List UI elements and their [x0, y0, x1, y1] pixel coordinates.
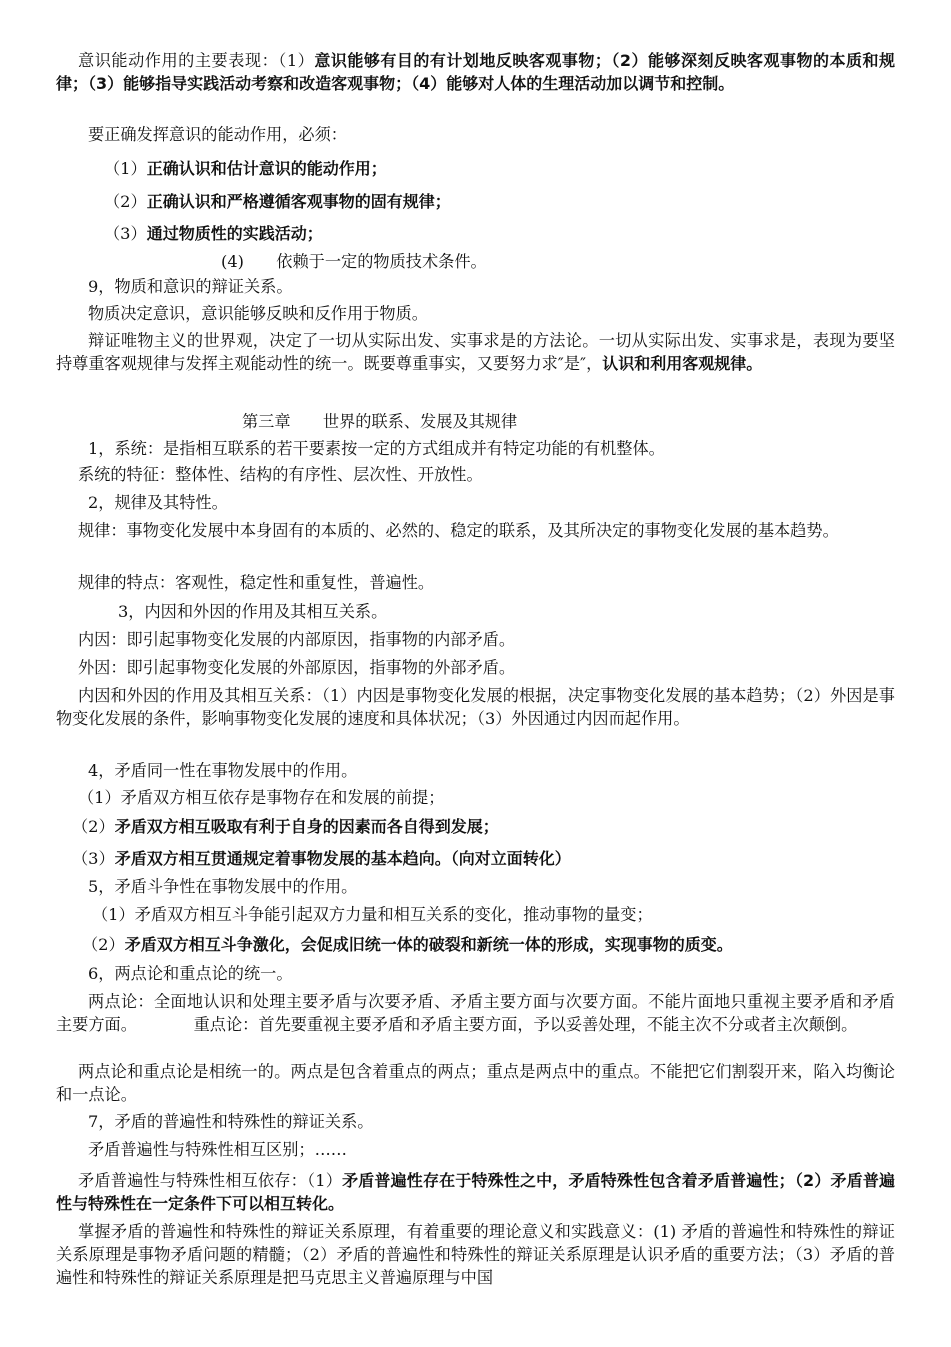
text-run: 两点论：全面地认识和处理主要矛盾与次要矛盾、矛盾主要方面与次要方面。不能片面地只重视主要矛盾和矛盾主要方面。 重点论：首先要重视主要矛盾和矛盾主要方面，予以妥善处理，不能主次不分或者主次颠倒。 — [56, 992, 895, 1034]
paragraph — [56, 437, 895, 460]
text-run: （3） — [72, 849, 115, 868]
text-run: 4，矛盾同一性在事物发展中的作用。 — [88, 761, 358, 780]
text-run-bold: 矛盾双方相互斗争激化，会促成旧统一体的破裂和新统一体的形成，实现事物的质变。 — [124, 935, 733, 954]
text-run: （3） — [104, 224, 147, 243]
paragraph-dialectical-materialism — [56, 329, 895, 375]
text-run: 内因和外因的作用及其相互关系：（1）内因是事物变化发展的根据，决定事物变化发展的基本趋势；（2）外因是事物变化发展的条件，影响事物变化发展的速度和具体状况；（3）外因通过内因而起作用。 — [56, 686, 895, 728]
section-heading — [56, 759, 895, 782]
paragraph — [56, 656, 895, 679]
text-run-bold: 正确认识和估计意识的能动作用； — [146, 159, 387, 178]
list-item — [56, 786, 895, 809]
paragraph — [56, 463, 895, 486]
list-item — [56, 933, 895, 956]
list-item — [56, 250, 895, 273]
text-run: (4) 依赖于一定的物质技术条件。 — [221, 252, 487, 271]
text-run: 3，内因和外因的作用及其相互关系。 — [118, 602, 388, 621]
text-run: 2，规律及其特性。 — [88, 493, 228, 512]
section-heading — [56, 600, 895, 623]
section-heading — [56, 491, 895, 514]
paragraph — [56, 1138, 895, 1161]
paragraph — [56, 628, 895, 651]
text-run: 物质决定意识，意识能够反映和反作用于物质。 — [88, 304, 428, 323]
text-run: 5，矛盾斗争性在事物发展中的作用。 — [88, 877, 358, 896]
paragraph-must — [56, 123, 895, 146]
list-item — [56, 815, 895, 838]
text-run-bold: 通过物质性的实践活动； — [146, 224, 323, 243]
text-run-bold: 矛盾双方相互吸取有利于自身的因素而各自得到发展； — [114, 817, 499, 836]
section-heading — [56, 962, 895, 985]
paragraph-two-point-theory — [56, 990, 895, 1036]
text-run-bold: 认识和利用客观规律。 — [602, 354, 763, 373]
text-run: 9，物质和意识的辩证关系。 — [88, 277, 293, 296]
text-run: 系统的特征：整体性、结构的有序性、层次性、开放性。 — [78, 465, 483, 484]
section-heading — [56, 1110, 895, 1133]
list-item — [56, 222, 895, 245]
paragraph-internal-external — [56, 684, 895, 730]
paragraph — [56, 571, 895, 594]
paragraph-consciousness-effects — [56, 49, 895, 95]
text-run: 掌握矛盾的普遍性和特殊性的辩证关系原理，有着重要的理论意义和实践意义：(1) 矛盾的普遍性和特殊性的辩证关系原理是事物矛盾问题的精髓；（2）矛盾的普遍性和特殊性的辩证关系原理是认识矛盾的重要方法；（3）矛盾的普遍性和特殊性的辩证关系原理是把马克思主义普遍原理与中国 — [56, 1222, 895, 1287]
text-run: 要正确发挥意识的能动作用，必须： — [88, 125, 347, 144]
text-run: （2） — [72, 817, 115, 836]
text-run: 意识能动作用的主要表现：（1） — [78, 51, 315, 70]
text-run: （1） — [104, 159, 147, 178]
text-run: 第三章 世界的联系、发展及其规律 — [242, 412, 518, 431]
text-run: 7，矛盾的普遍性和特殊性的辩证关系。 — [88, 1112, 374, 1131]
section-heading — [56, 275, 895, 298]
paragraph — [56, 302, 895, 325]
text-run: 辩证唯物主义的世界观，决定了一切从实际出发、实事求是的方法论。一切从实际出发、实事求是，表现为要坚持尊重客观规律与发挥主观能动性的统一。既要尊重事实，又要努力求″是″， — [56, 331, 895, 373]
list-item — [56, 903, 895, 926]
text-run: 6，两点论和重点论的统一。 — [88, 964, 293, 983]
text-run: 1，系统：是指相互联系的若干要素按一定的方式组成并有特定功能的有机整体。 — [88, 439, 665, 458]
text-run: （2） — [82, 935, 125, 954]
paragraph-significance — [56, 1220, 895, 1289]
text-run: 矛盾普遍性与特殊性相互区别；…… — [88, 1140, 347, 1159]
text-run: 规律的特点：客观性，稳定性和重复性，普遍性。 — [78, 573, 435, 592]
text-run: 两点论和重点论是相统一的。两点是包含着重点的两点；重点是两点中的重点。不能把它们割裂开来，陷入均衡论和一点论。 — [56, 1062, 895, 1104]
text-run-bold: 矛盾双方相互贯通规定着事物发展的基本趋向。（向对立面转化） — [114, 849, 571, 868]
text-run: （1）矛盾双方相互斗争能引起双方力量和相互关系的变化，推动事物的量变； — [92, 905, 653, 924]
section-heading — [56, 875, 895, 898]
list-item — [56, 847, 895, 870]
text-run-bold: 矛盾普遍性存在于特殊性之中，矛盾特殊性包含着矛盾普遍性；（2）矛盾普遍性与特殊性在一定条件下可以相互转化。 — [56, 1171, 895, 1213]
chapter-title — [56, 410, 895, 433]
text-run: 外因：即引起事物变化发展的外部原因，指事物的外部矛盾。 — [78, 658, 516, 677]
paragraph-universality — [56, 1169, 895, 1215]
text-run: 矛盾普遍性与特殊性相互依存：（1） — [78, 1171, 343, 1190]
text-run: （2） — [104, 192, 147, 211]
text-run-bold: 意识能够有目的有计划地反映客观事物；（2）能够深刻反映客观事物的本质和规律；（3）能够指导实践活动考察和改造客观事物；（4）能够对人体的生理活动加以调节和控制。 — [56, 51, 895, 93]
text-run: （1）矛盾双方相互依存是事物存在和发展的前提； — [78, 788, 445, 807]
paragraph-unity — [56, 1060, 895, 1106]
text-run-bold: 正确认识和严格遵循客观事物的固有规律； — [146, 192, 451, 211]
paragraph-law — [56, 519, 895, 542]
text-run: 内因：即引起事物变化发展的内部原因，指事物的内部矛盾。 — [78, 630, 516, 649]
text-run: 规律：事物变化发展中本身固有的本质的、必然的、稳定的联系，及其所决定的事物变化发展的基本趋势。 — [78, 521, 839, 540]
list-item — [56, 190, 895, 213]
list-item — [56, 157, 895, 180]
